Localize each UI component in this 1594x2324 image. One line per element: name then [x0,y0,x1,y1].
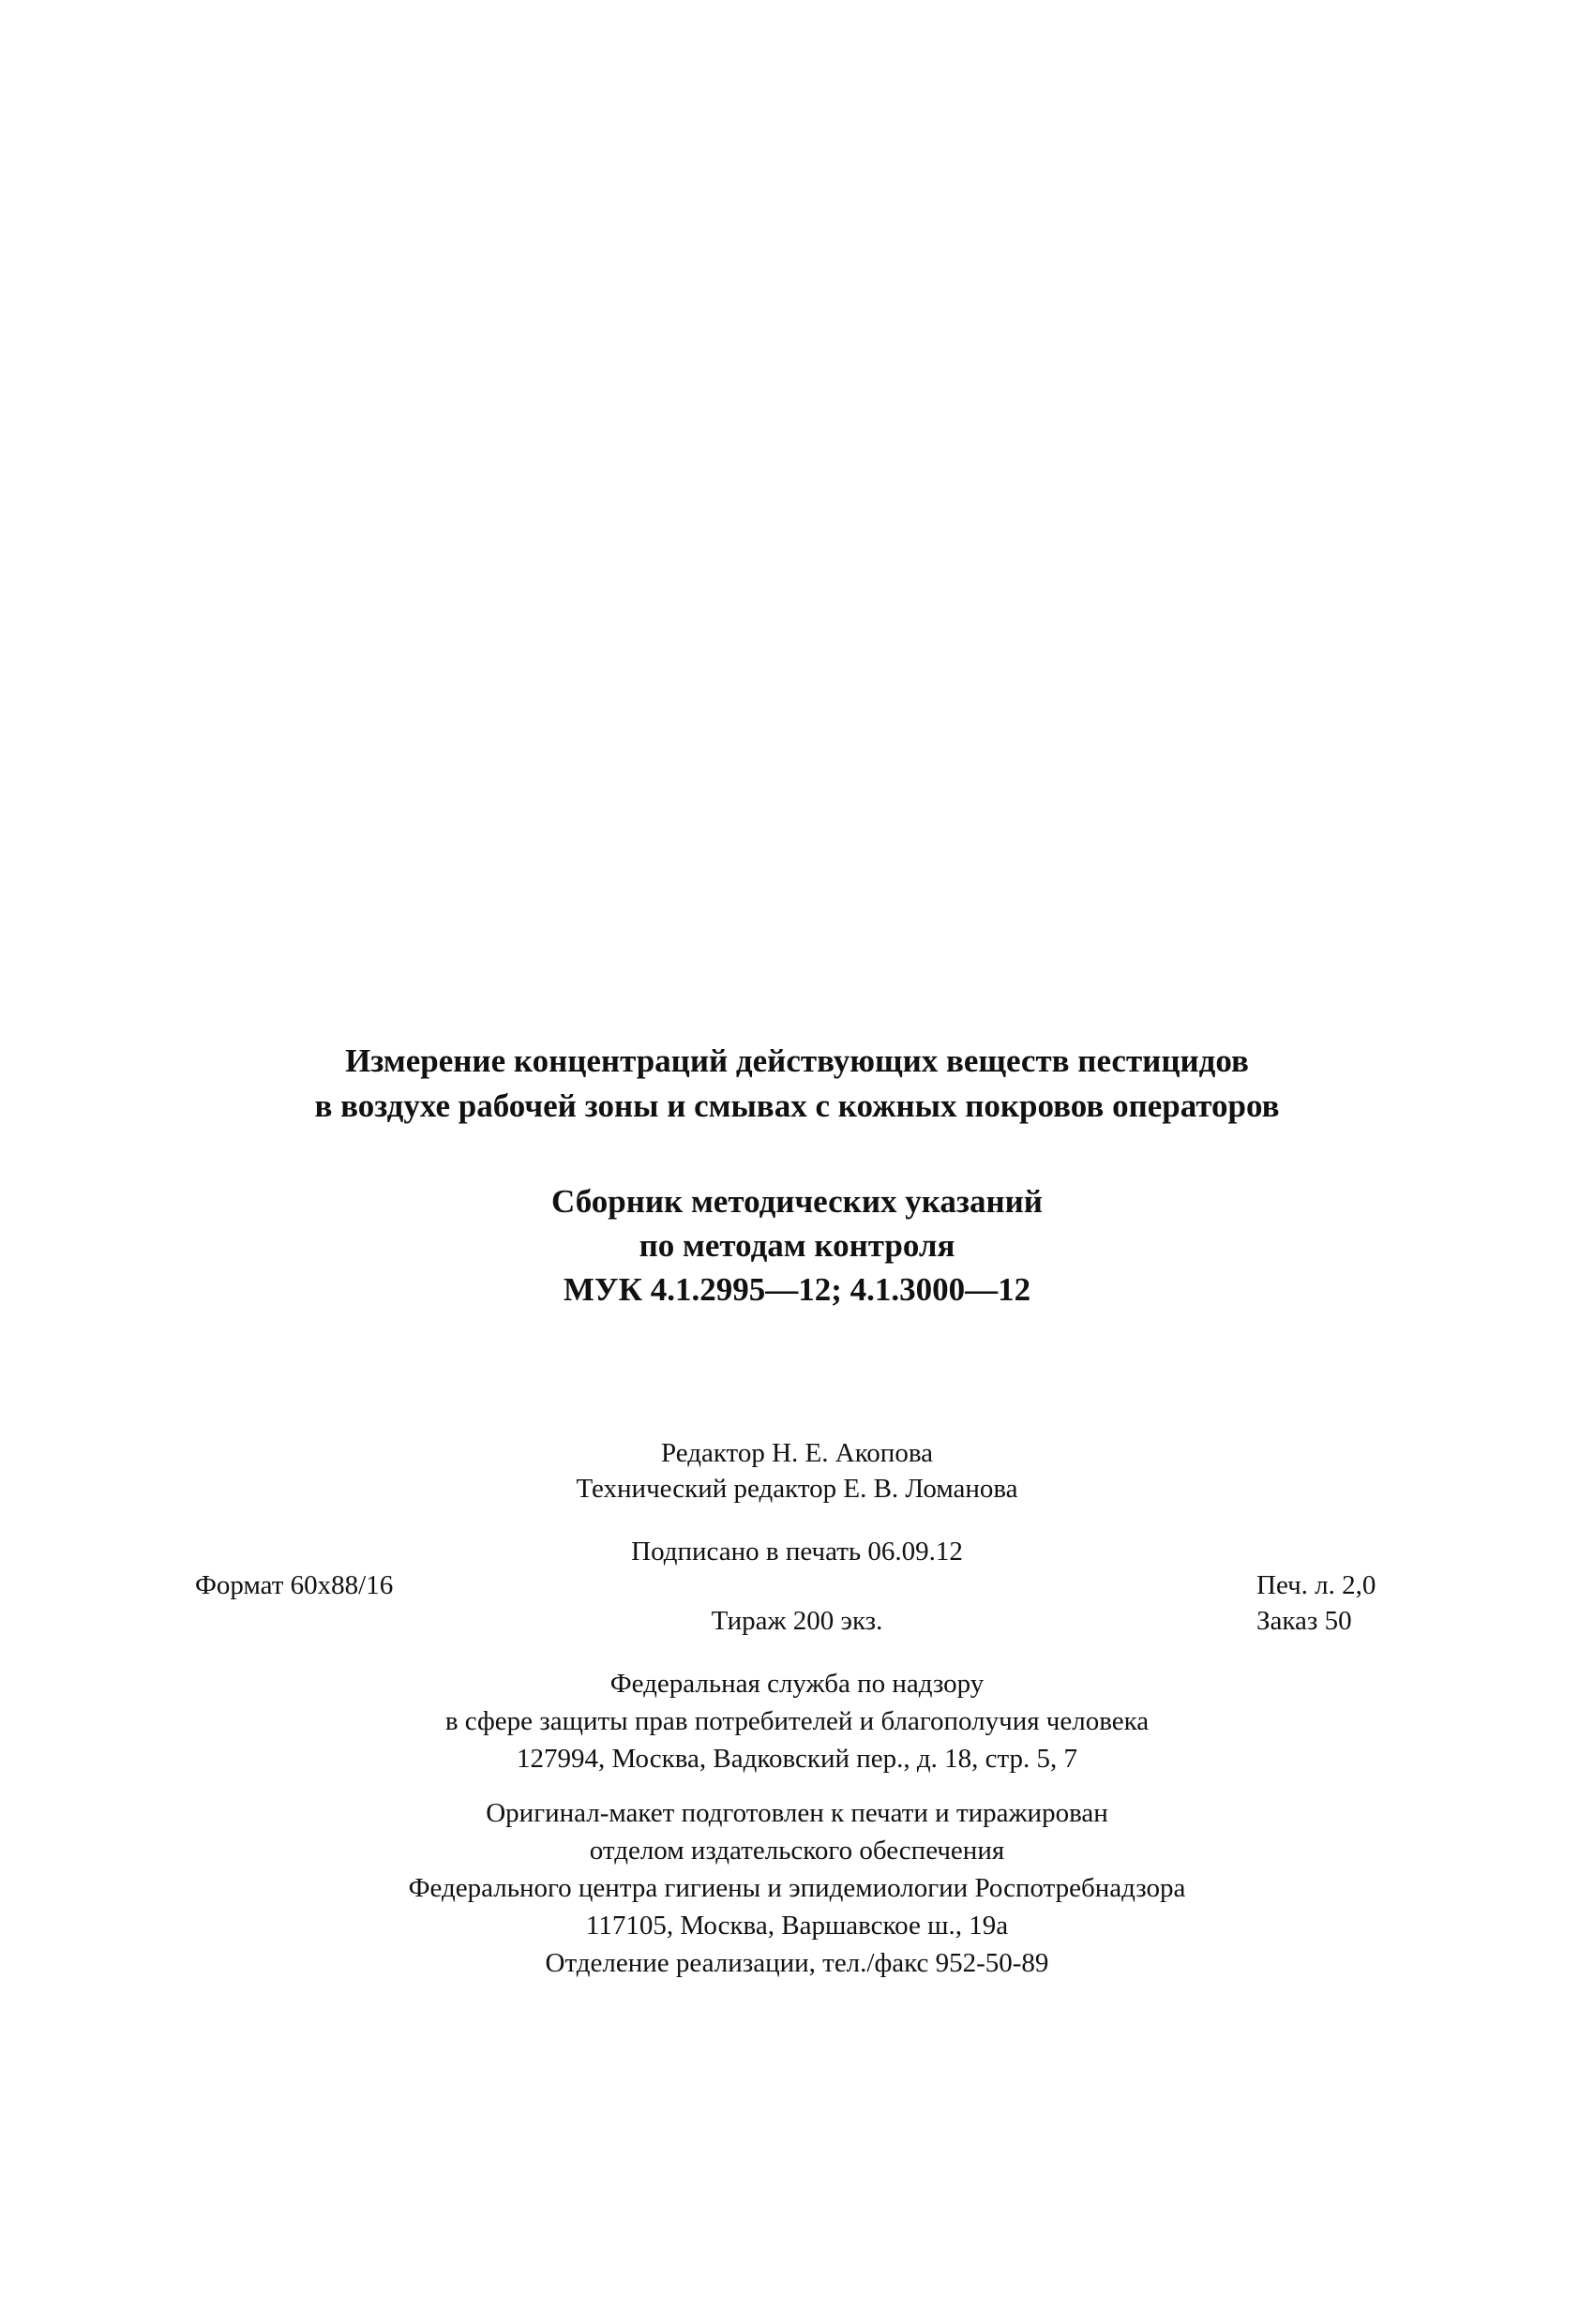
producer-line-2: отделом издательского обеспечения [589,1836,1005,1866]
title-line-1: Измерение концентраций действующих веществ пестицидов [345,1042,1249,1079]
publisher-line-1: Федеральная служба по надзору [609,1669,985,1699]
collection-line-1: Сборник методических указаний [551,1183,1043,1220]
producer-block [0,1794,1594,1982]
producer-line-3: Федерального центра гигиены и эпидемиологии Роспотребнадзора [408,1873,1186,1903]
publisher-line-2: в сфере защиты прав потребителей и благополучия человека [444,1706,1150,1736]
publisher-address: 127994, Москва, Вадковский пер., д. 18, стр. 5, 7 [516,1744,1078,1774]
publisher-block [0,1665,1594,1777]
editor-credit: Редактор Н. Е. Акопова [660,1438,934,1468]
tech-editor-credit: Технический редактор Е. В. Ломанова [576,1474,1018,1504]
circulation-info: Тираж 200 экз. [711,1606,883,1636]
title-line-2: в воздухе рабочей зоны и смывах с кожных покровов операторов [314,1087,1280,1124]
format-info: Формат 60x88/16 [195,1570,394,1600]
producer-line-1: Оригинал-макет подготовлен к печати и тиражирован [486,1798,1108,1828]
producer-address: 117105, Москва, Варшавское ш., 19а [585,1911,1009,1941]
collection-heading [0,1179,1594,1312]
document-title [0,1039,1594,1129]
printed-sheets: Печ. л. 2,0 [1256,1570,1376,1600]
signed-to-print: Подписано в печать 06.09.12 [631,1537,963,1567]
order-number: Заказ 50 [1256,1606,1352,1636]
collection-code: МУК 4.1.2995—12; 4.1.3000—12 [563,1271,1031,1308]
collection-line-2: по методам контроля [639,1227,955,1264]
producer-sales-contact: Отделение реализации, тел./факс 952-50-89 [545,1948,1049,1978]
